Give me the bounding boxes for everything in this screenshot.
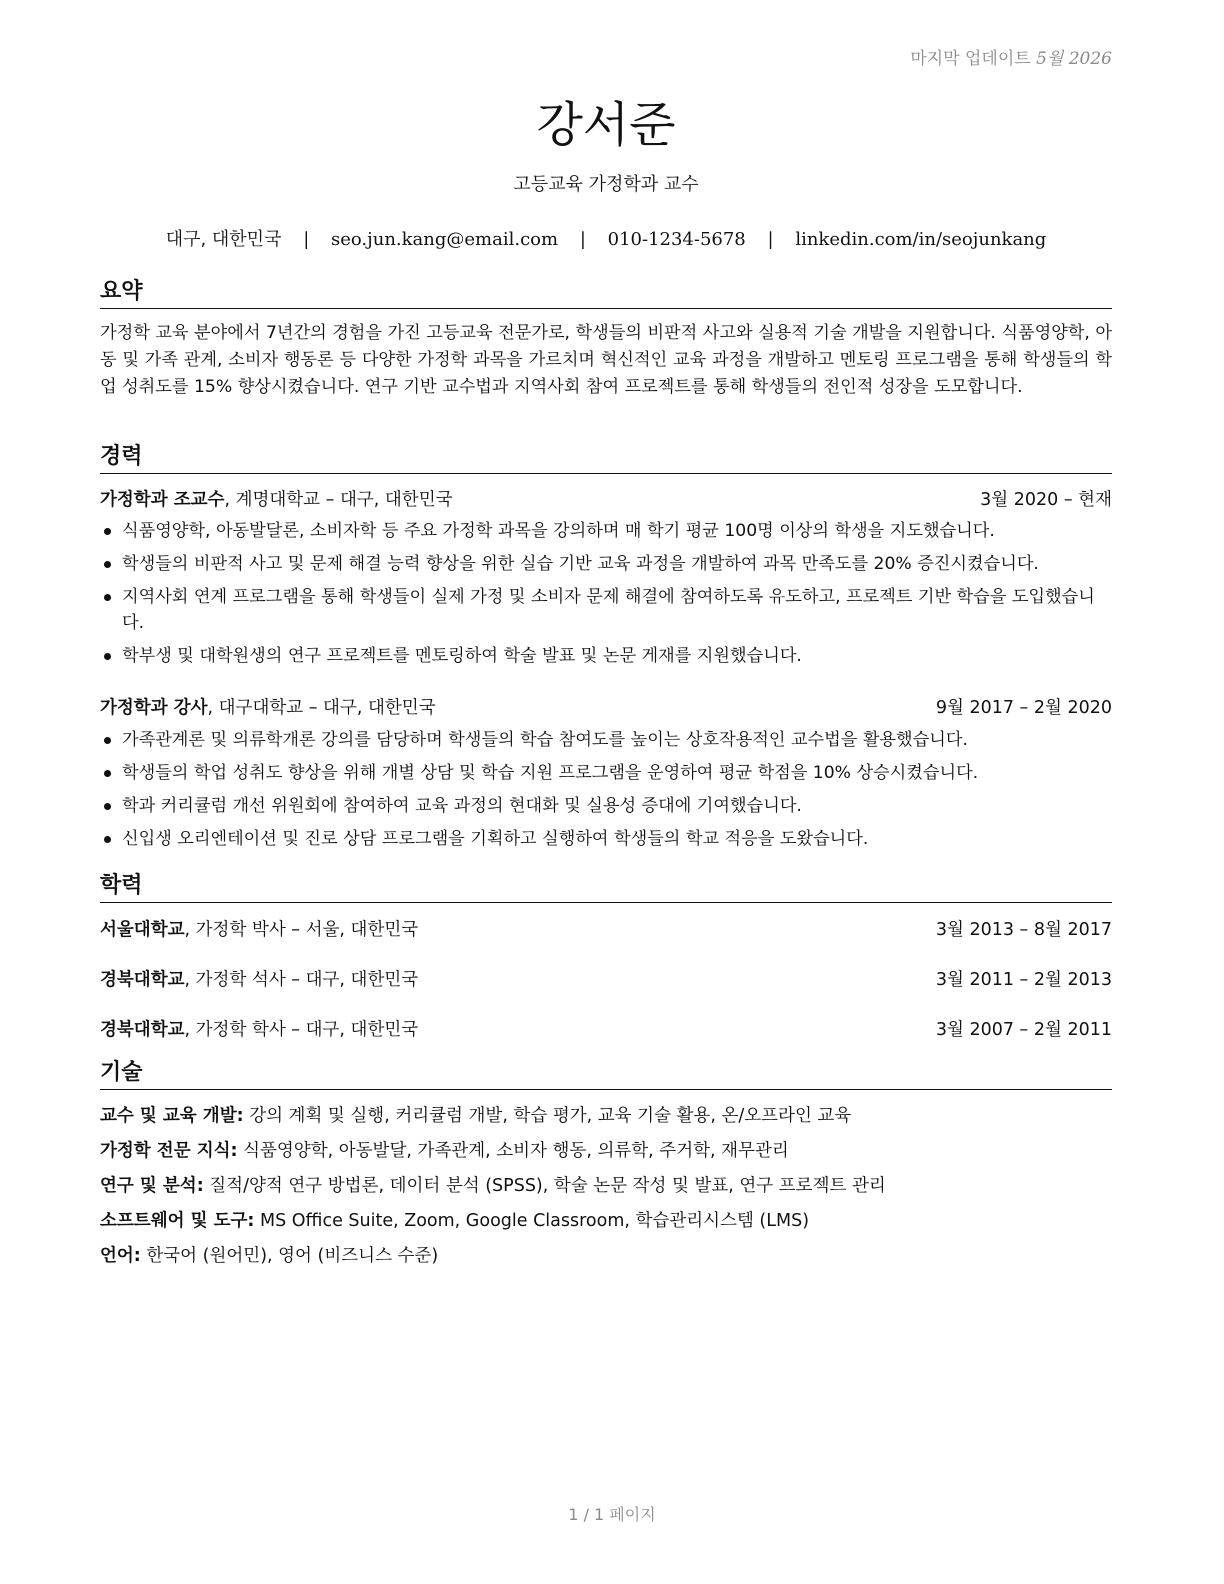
section-title-skills: 기술 [100, 1059, 1112, 1090]
contact-separator: | [579, 229, 586, 250]
job-org: , 대구대학교 – 대구, 대한민국 [207, 698, 436, 718]
job-dates: 9월 2017 – 2월 2020 [935, 698, 1112, 718]
list-item: 학생들의 학업 성취도 향상을 위해 개별 상담 및 학습 지원 프로그램을 운영하여 평균 학점을 10% 상승시켰습니다. [100, 760, 1114, 786]
skill-label: 소프트웨어 및 도구: [100, 1211, 255, 1231]
job-role: 가정학과 강사 [100, 698, 208, 718]
last-updated-label: 마지막 업데이트 [910, 49, 1031, 69]
job-bullets [100, 727, 1114, 859]
list-item: 가족관계론 및 의류학개론 강의를 담당하며 학생들의 학습 참여도를 높이는 상호작용적인 교수법을 활용했습니다. [100, 727, 1114, 753]
list-item: 식품영양학, 아동발달론, 소비자학 등 주요 가정학 과목을 강의하며 매 학기 평균 100명 이상의 학생을 지도했습니다. [100, 518, 1114, 544]
skill-row [100, 1104, 1112, 1128]
skill-label: 교수 및 교육 개발: [100, 1106, 244, 1126]
skill-row [100, 1139, 1112, 1163]
degree-detail: , 가정학 석사 – 대구, 대한민국 [184, 970, 419, 990]
school-name: 서울대학교 [100, 920, 185, 940]
skill-value: 질적/양적 연구 방법론, 데이터 분석 (SPSS), 학술 논문 작성 및 발표, 연구 프로젝트 관리 [203, 1176, 886, 1196]
education-item [100, 968, 1112, 992]
job-header [100, 488, 1112, 512]
job-dates: 3월 2020 – 현재 [980, 490, 1112, 510]
job-role: 가정학과 조교수 [100, 490, 225, 510]
last-updated-date: 5월 2026 [1036, 49, 1112, 69]
contact-linkedin[interactable]: linkedin.com/in/seojunkang [795, 229, 1047, 250]
job-title: 고등교육 가정학과 교수 [513, 174, 699, 195]
job-header [100, 696, 1112, 720]
education-dates: 3월 2007 – 2월 2011 [935, 1020, 1112, 1040]
section-title-education: 학력 [100, 872, 1112, 903]
contact-separator: | [767, 229, 774, 250]
list-item: 신입생 오리엔테이션 및 진로 상담 프로그램을 기획하고 실행하여 학생들의 학교 적응을 도왔습니다. [100, 826, 1114, 852]
degree-detail: , 가정학 학사 – 대구, 대한민국 [184, 1020, 419, 1040]
skill-row [100, 1209, 1112, 1233]
contact-email[interactable]: seo.jun.kang@email.com [331, 229, 559, 250]
last-updated [910, 44, 1112, 69]
page-number: 1 / 1 페이지 [568, 1505, 656, 1524]
person-name: 강서준 [536, 97, 676, 153]
school-name: 경북대학교 [100, 970, 185, 990]
summary-text: 가정학 교육 분야에서 7년간의 경험을 가진 고등교육 전문가로, 학생들의 비판적 사고와 실용적 기술 개발을 지원합니다. 식품영양학, 아동 및 가족 관계, 소비자 행동론 등 다양한 가정학 과목을 가르치며 혁신적인 교육 과정을 개발하고 멘토링 프로그램을 통해 학생들의 학업 성취도를 15% 향상시켰습니다. 연구 기반 교수법과 지역사회 참여 프로젝트를 통해 학생들의 전인적 성장을 도모합니다. [100, 323, 1112, 397]
section-title-summary: 요약 [100, 278, 1112, 309]
section-title-experience: 경력 [100, 443, 1112, 474]
resume-page [100, 0, 1112, 1584]
list-item: 학부생 및 대학원생의 연구 프로젝트를 멘토링하여 학술 발표 및 논문 게재를 지원했습니다. [100, 643, 1114, 669]
skill-value: 식품영양학, 아동발달, 가족관계, 소비자 행동, 의류학, 주거학, 재무관리 [237, 1141, 789, 1161]
contact-separator: | [303, 229, 310, 250]
skill-value: MS Office Suite, Zoom, Google Classroom, 학습관리시스템 (LMS) [254, 1211, 810, 1231]
degree-detail: , 가정학 박사 – 서울, 대한민국 [184, 920, 419, 940]
skill-row [100, 1244, 1112, 1268]
job-bullets [100, 518, 1114, 676]
education-item [100, 1018, 1112, 1042]
skill-label: 가정학 전문 지식: [100, 1141, 238, 1161]
list-item: 학과 커리큘럼 개선 위원회에 참여하여 교육 과정의 현대화 및 실용성 증대에 기여했습니다. [100, 793, 1114, 819]
job-org: , 계명대학교 – 대구, 대한민국 [224, 490, 453, 510]
skill-value: 한국어 (원어민), 영어 (비즈니스 수준) [140, 1246, 439, 1266]
school-name: 경북대학교 [100, 1020, 185, 1040]
education-dates: 3월 2011 – 2월 2013 [935, 970, 1112, 990]
list-item: 학생들의 비판적 사고 및 문제 해결 능력 향상을 위한 실습 기반 교육 과정을 개발하여 과목 만족도를 20% 증진시켰습니다. [100, 551, 1114, 577]
contact-phone[interactable]: 010-1234-5678 [607, 229, 746, 250]
skill-label: 연구 및 분석: [100, 1176, 204, 1196]
skill-value: 강의 계획 및 실행, 커리큘럼 개발, 학습 평가, 교육 기술 활용, 온/오프라인 교육 [243, 1106, 852, 1126]
skill-label: 언어: [100, 1246, 141, 1266]
contact-line [100, 225, 1112, 251]
education-dates: 3월 2013 – 8월 2017 [935, 920, 1112, 940]
contact-location: 대구, 대한민국 [165, 229, 282, 250]
education-item [100, 918, 1112, 942]
list-item: 지역사회 연계 프로그램을 통해 학생들이 실제 가정 및 소비자 문제 해결에 참여하도록 유도하고, 프로젝트 기반 학습을 도입했습니다. [100, 584, 1114, 636]
skill-row [100, 1174, 1112, 1198]
